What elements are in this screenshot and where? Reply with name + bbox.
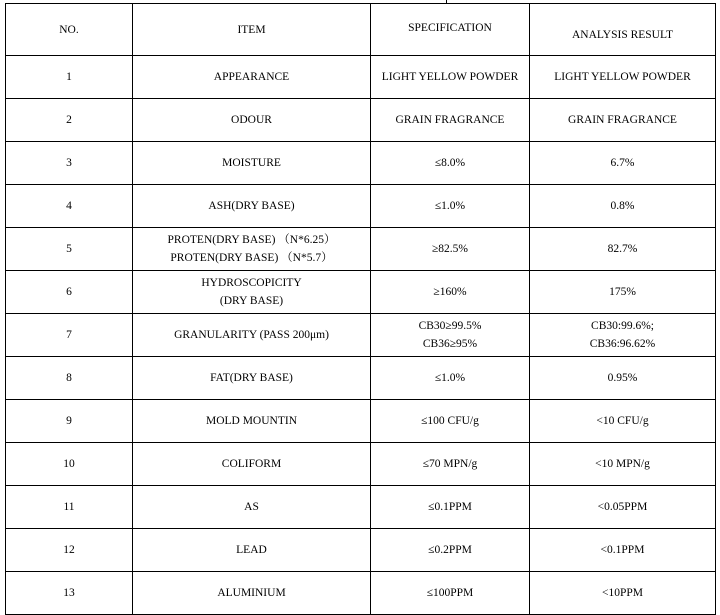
cell-no: 2 [6, 99, 133, 142]
cell-item [133, 529, 371, 572]
cell-item-line: ODOUR [231, 114, 272, 126]
table-row [6, 142, 716, 185]
table-row [6, 271, 716, 314]
cell-no: 11 [6, 486, 133, 529]
cell-specification-line: ≤100PPM [426, 587, 474, 599]
cell-analysis-result [530, 572, 716, 615]
cell-no: 8 [6, 357, 133, 400]
cell-item-line: COLIFORM [221, 458, 282, 470]
analysis-table [5, 3, 716, 615]
cell-analysis-result-line: <0.05PPM [597, 501, 648, 513]
cell-no: 12 [6, 529, 133, 572]
cell-specification [371, 486, 530, 529]
cell-specification-line: LIGHT YELLOW POWDER [381, 71, 519, 83]
cell-specification [371, 56, 530, 99]
header-specification: SPECIFICATION [371, 4, 530, 56]
cell-item-line: AS [244, 501, 259, 513]
cell-no: 9 [6, 400, 133, 443]
cell-analysis-result-line: 6.7% [610, 157, 635, 169]
cell-item-line: LEAD [236, 544, 267, 556]
cell-no: 1 [6, 56, 133, 99]
cell-analysis-result [530, 443, 716, 486]
cell-item-line: APPEARANCE [213, 71, 290, 83]
cell-analysis-result-line: CB36:96.62% [589, 338, 656, 350]
cell-no: 6 [6, 271, 133, 314]
cell-item-line: FAT(DRY BASE) [210, 372, 293, 384]
cell-specification [371, 529, 530, 572]
cell-analysis-result [530, 56, 716, 99]
cell-item [133, 486, 371, 529]
cell-analysis-result [530, 529, 716, 572]
cell-item-line: PROTEN(DRY BASE) （N*5.7） [170, 252, 333, 264]
cell-analysis-result-line: <0.1PPM [600, 544, 645, 556]
cell-item [133, 185, 371, 228]
cell-specification-line: CB30≥99.5% [418, 320, 482, 332]
cell-specification-line: GRAIN FRAGRANCE [395, 114, 505, 126]
cell-analysis-result [530, 228, 716, 271]
table-row [6, 443, 716, 486]
table-header-row [6, 4, 716, 56]
cell-analysis-result [530, 99, 716, 142]
table-row [6, 400, 716, 443]
cell-analysis-result [530, 314, 716, 357]
table-row [6, 185, 716, 228]
cell-item [133, 443, 371, 486]
cell-item [133, 400, 371, 443]
table-row [6, 572, 716, 615]
cell-specification [371, 271, 530, 314]
cell-specification [371, 142, 530, 185]
table-row [6, 56, 716, 99]
cell-specification [371, 228, 530, 271]
cell-analysis-result-line: LIGHT YELLOW POWDER [554, 71, 691, 83]
cell-specification [371, 314, 530, 357]
cell-specification-line: ≤0.1PPM [428, 501, 472, 513]
cell-specification [371, 99, 530, 142]
cell-item-line: PROTEN(DRY BASE) （N*6.25） [167, 234, 336, 246]
cell-item [133, 572, 371, 615]
cell-no: 5 [6, 228, 133, 271]
cell-item-line: (DRY BASE) [219, 295, 284, 307]
cell-analysis-result [530, 486, 716, 529]
cell-analysis-result-line: 82.7% [607, 243, 638, 255]
cell-item-line: MOLD MOUNTIN [205, 415, 298, 427]
cell-specification [371, 400, 530, 443]
cell-specification [371, 357, 530, 400]
cell-item-line: ASH(DRY BASE) [208, 200, 295, 212]
table-row [6, 486, 716, 529]
header-analysis-result: ANALYSIS RESULT [530, 4, 716, 56]
header-item: ITEM [133, 4, 371, 56]
cell-analysis-result [530, 271, 716, 314]
cell-item [133, 228, 371, 271]
cell-specification-line: ≤1.0% [434, 372, 466, 384]
cell-specification [371, 572, 530, 615]
cell-item [133, 142, 371, 185]
cell-specification-line: ≥82.5% [431, 243, 469, 255]
table-row [6, 228, 716, 271]
cell-analysis-result [530, 400, 716, 443]
table-row [6, 529, 716, 572]
cell-no: 7 [6, 314, 133, 357]
cell-analysis-result-line: <10 MPN/g [595, 458, 650, 470]
cell-analysis-result [530, 357, 716, 400]
cell-specification [371, 185, 530, 228]
table-row [6, 314, 716, 357]
cell-analysis-result-line: <10 CFU/g [596, 415, 649, 427]
cell-analysis-result-line: <10PPM [601, 587, 643, 599]
cell-analysis-result-line: 175% [609, 286, 636, 298]
cell-item-line: MOISTURE [222, 157, 281, 169]
table-body [6, 56, 716, 615]
cell-specification-line: CB36≥95% [422, 338, 478, 350]
cell-analysis-result [530, 185, 716, 228]
cell-specification-line: ≤70 MPN/g [422, 458, 478, 470]
cell-analysis-result [530, 142, 716, 185]
cell-specification-line: ≤100 CFU/g [421, 415, 479, 427]
cell-item [133, 314, 371, 357]
cell-analysis-result-line: CB30:99.6%; [591, 320, 654, 332]
cell-item-line: GRANULARITY (PASS 200μm) [174, 329, 329, 341]
cell-no: 13 [6, 572, 133, 615]
cell-item-line: ALUMINIUM [217, 587, 286, 599]
cell-item-line: HYDROSCOPICITY [201, 277, 302, 289]
cell-specification-line: ≤8.0% [434, 157, 466, 169]
cell-specification-line: ≤0.2PPM [428, 544, 472, 556]
table-row [6, 99, 716, 142]
cell-specification-line: ≤1.0% [434, 200, 466, 212]
cell-item [133, 271, 371, 314]
cell-item [133, 99, 371, 142]
cell-no: 4 [6, 185, 133, 228]
table-row [6, 357, 716, 400]
cell-no: 10 [6, 443, 133, 486]
cell-analysis-result-line: 0.8% [610, 200, 635, 212]
cell-analysis-result-line: 0.95% [607, 372, 638, 384]
cell-specification [371, 443, 530, 486]
header-no: NO. [6, 4, 133, 56]
cell-no: 3 [6, 142, 133, 185]
cell-specification-line: ≥160% [433, 286, 467, 298]
cell-item [133, 357, 371, 400]
cell-analysis-result-line: GRAIN FRAGRANCE [568, 114, 677, 126]
cell-item [133, 56, 371, 99]
